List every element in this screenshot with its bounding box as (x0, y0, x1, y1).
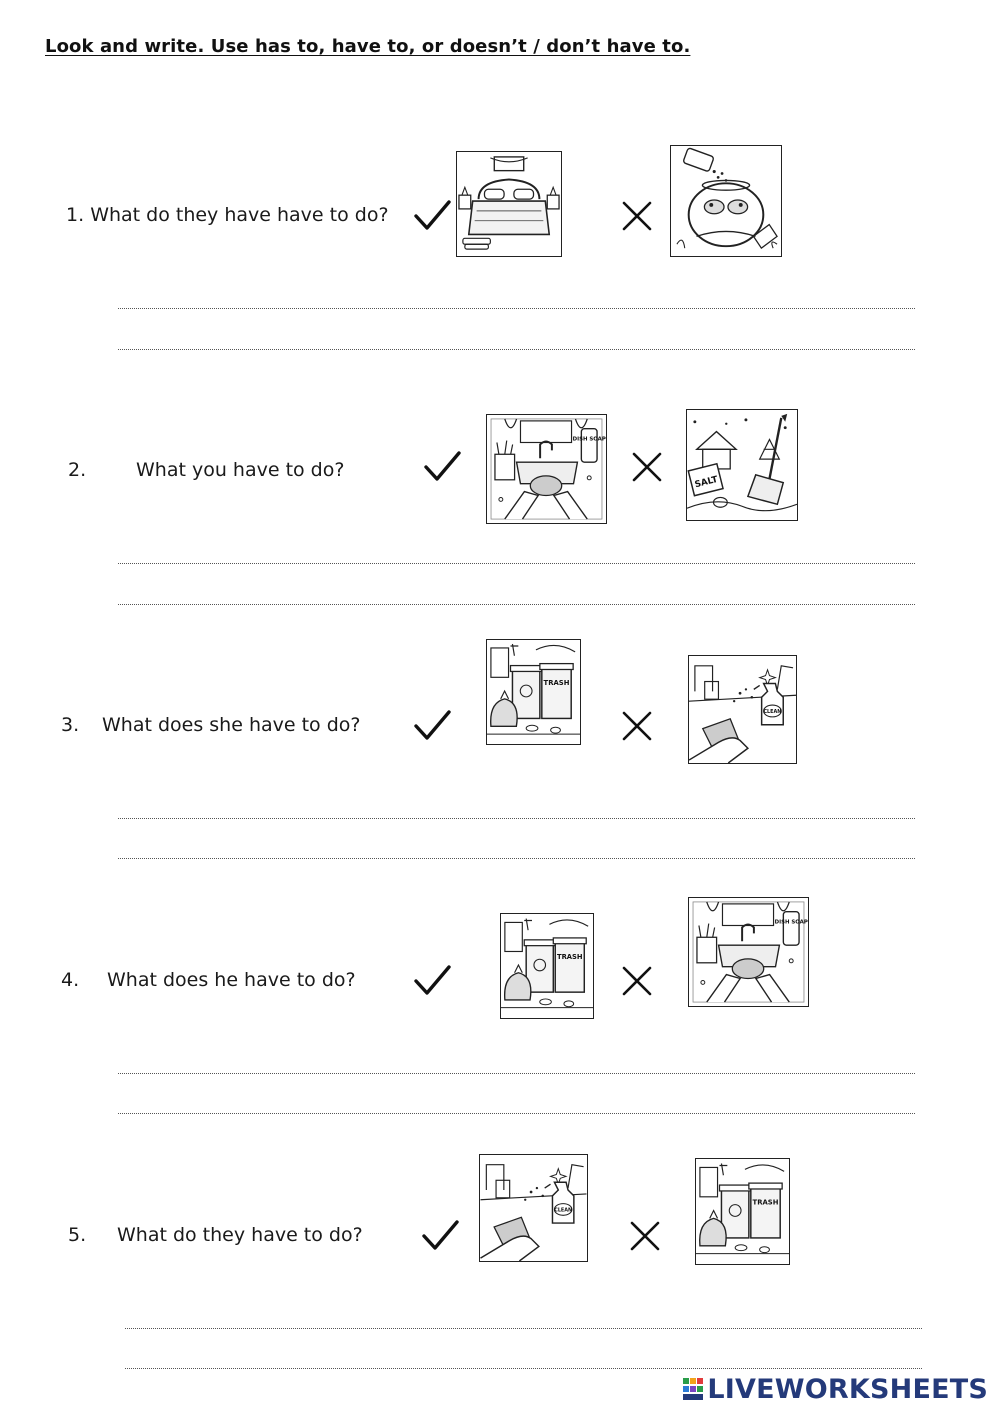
question-text: What you have to do? (136, 459, 345, 481)
clean-label: CLEAN (763, 708, 782, 715)
answer-line[interactable] (118, 858, 915, 859)
question-2 (68, 459, 344, 481)
clean-table-icon (479, 1154, 588, 1262)
check-icon (412, 961, 452, 1001)
answer-line[interactable] (118, 563, 915, 564)
check-icon (420, 1216, 460, 1256)
question-number: 3. (61, 714, 80, 736)
answer-line[interactable] (118, 1073, 915, 1074)
brand-name: LIVEWORKSHEETS (707, 1373, 988, 1405)
wash-dishes-icon (486, 414, 607, 524)
question-number: 1. (66, 204, 85, 226)
question-5 (68, 1224, 363, 1246)
dish-soap-label: DISH SOAP (572, 436, 606, 443)
clean-table-icon (688, 655, 797, 764)
question-text: What does she have to do? (102, 714, 361, 736)
cross-icon (617, 706, 657, 746)
salt-label: SALT (693, 474, 719, 491)
cross-icon (617, 196, 657, 236)
question-3 (61, 714, 361, 736)
trash-label: TRASH (556, 953, 583, 962)
question-text: What does he have to do? (107, 969, 356, 991)
cross-icon (627, 447, 667, 487)
dish-soap-label: DISH SOAP (774, 919, 808, 926)
shovel-snow-icon (686, 409, 798, 521)
question-4 (61, 969, 356, 991)
clean-label: CLEAN (554, 1207, 573, 1214)
fish-bowl-feed-fish-icon (670, 145, 782, 257)
question-text: What do they have to do? (117, 1224, 363, 1246)
answer-line[interactable] (125, 1368, 922, 1369)
take-out-trash-icon (486, 639, 581, 745)
wash-dishes-icon (688, 897, 809, 1007)
check-icon (422, 447, 462, 487)
answer-line[interactable] (118, 308, 915, 309)
trash-label: TRASH (752, 1198, 779, 1207)
liveworksheets-logo[interactable] (682, 1374, 988, 1404)
question-number: 2. (68, 459, 87, 481)
cross-icon (625, 1216, 665, 1256)
take-out-trash-icon (500, 913, 594, 1019)
trash-label: TRASH (543, 679, 570, 688)
question-text: What do they have have to do? (90, 204, 389, 226)
check-icon (412, 196, 452, 236)
question-1 (66, 204, 389, 226)
question-number: 5. (68, 1224, 87, 1246)
question-number: 4. (61, 969, 80, 991)
answer-line[interactable] (118, 1113, 915, 1114)
take-out-trash-icon (695, 1158, 790, 1265)
cross-icon (617, 961, 657, 1001)
answer-line[interactable] (118, 818, 915, 819)
instructions-title: Look and write. Use has to, have to, or doesn’t / don’t have to. (45, 36, 691, 57)
bedroom-make-bed-icon (456, 151, 562, 257)
answer-line[interactable] (118, 349, 915, 350)
check-icon (412, 706, 452, 746)
answer-line[interactable] (125, 1328, 922, 1329)
answer-line[interactable] (118, 604, 915, 605)
liveworksheets-logo-icon (682, 1376, 704, 1402)
